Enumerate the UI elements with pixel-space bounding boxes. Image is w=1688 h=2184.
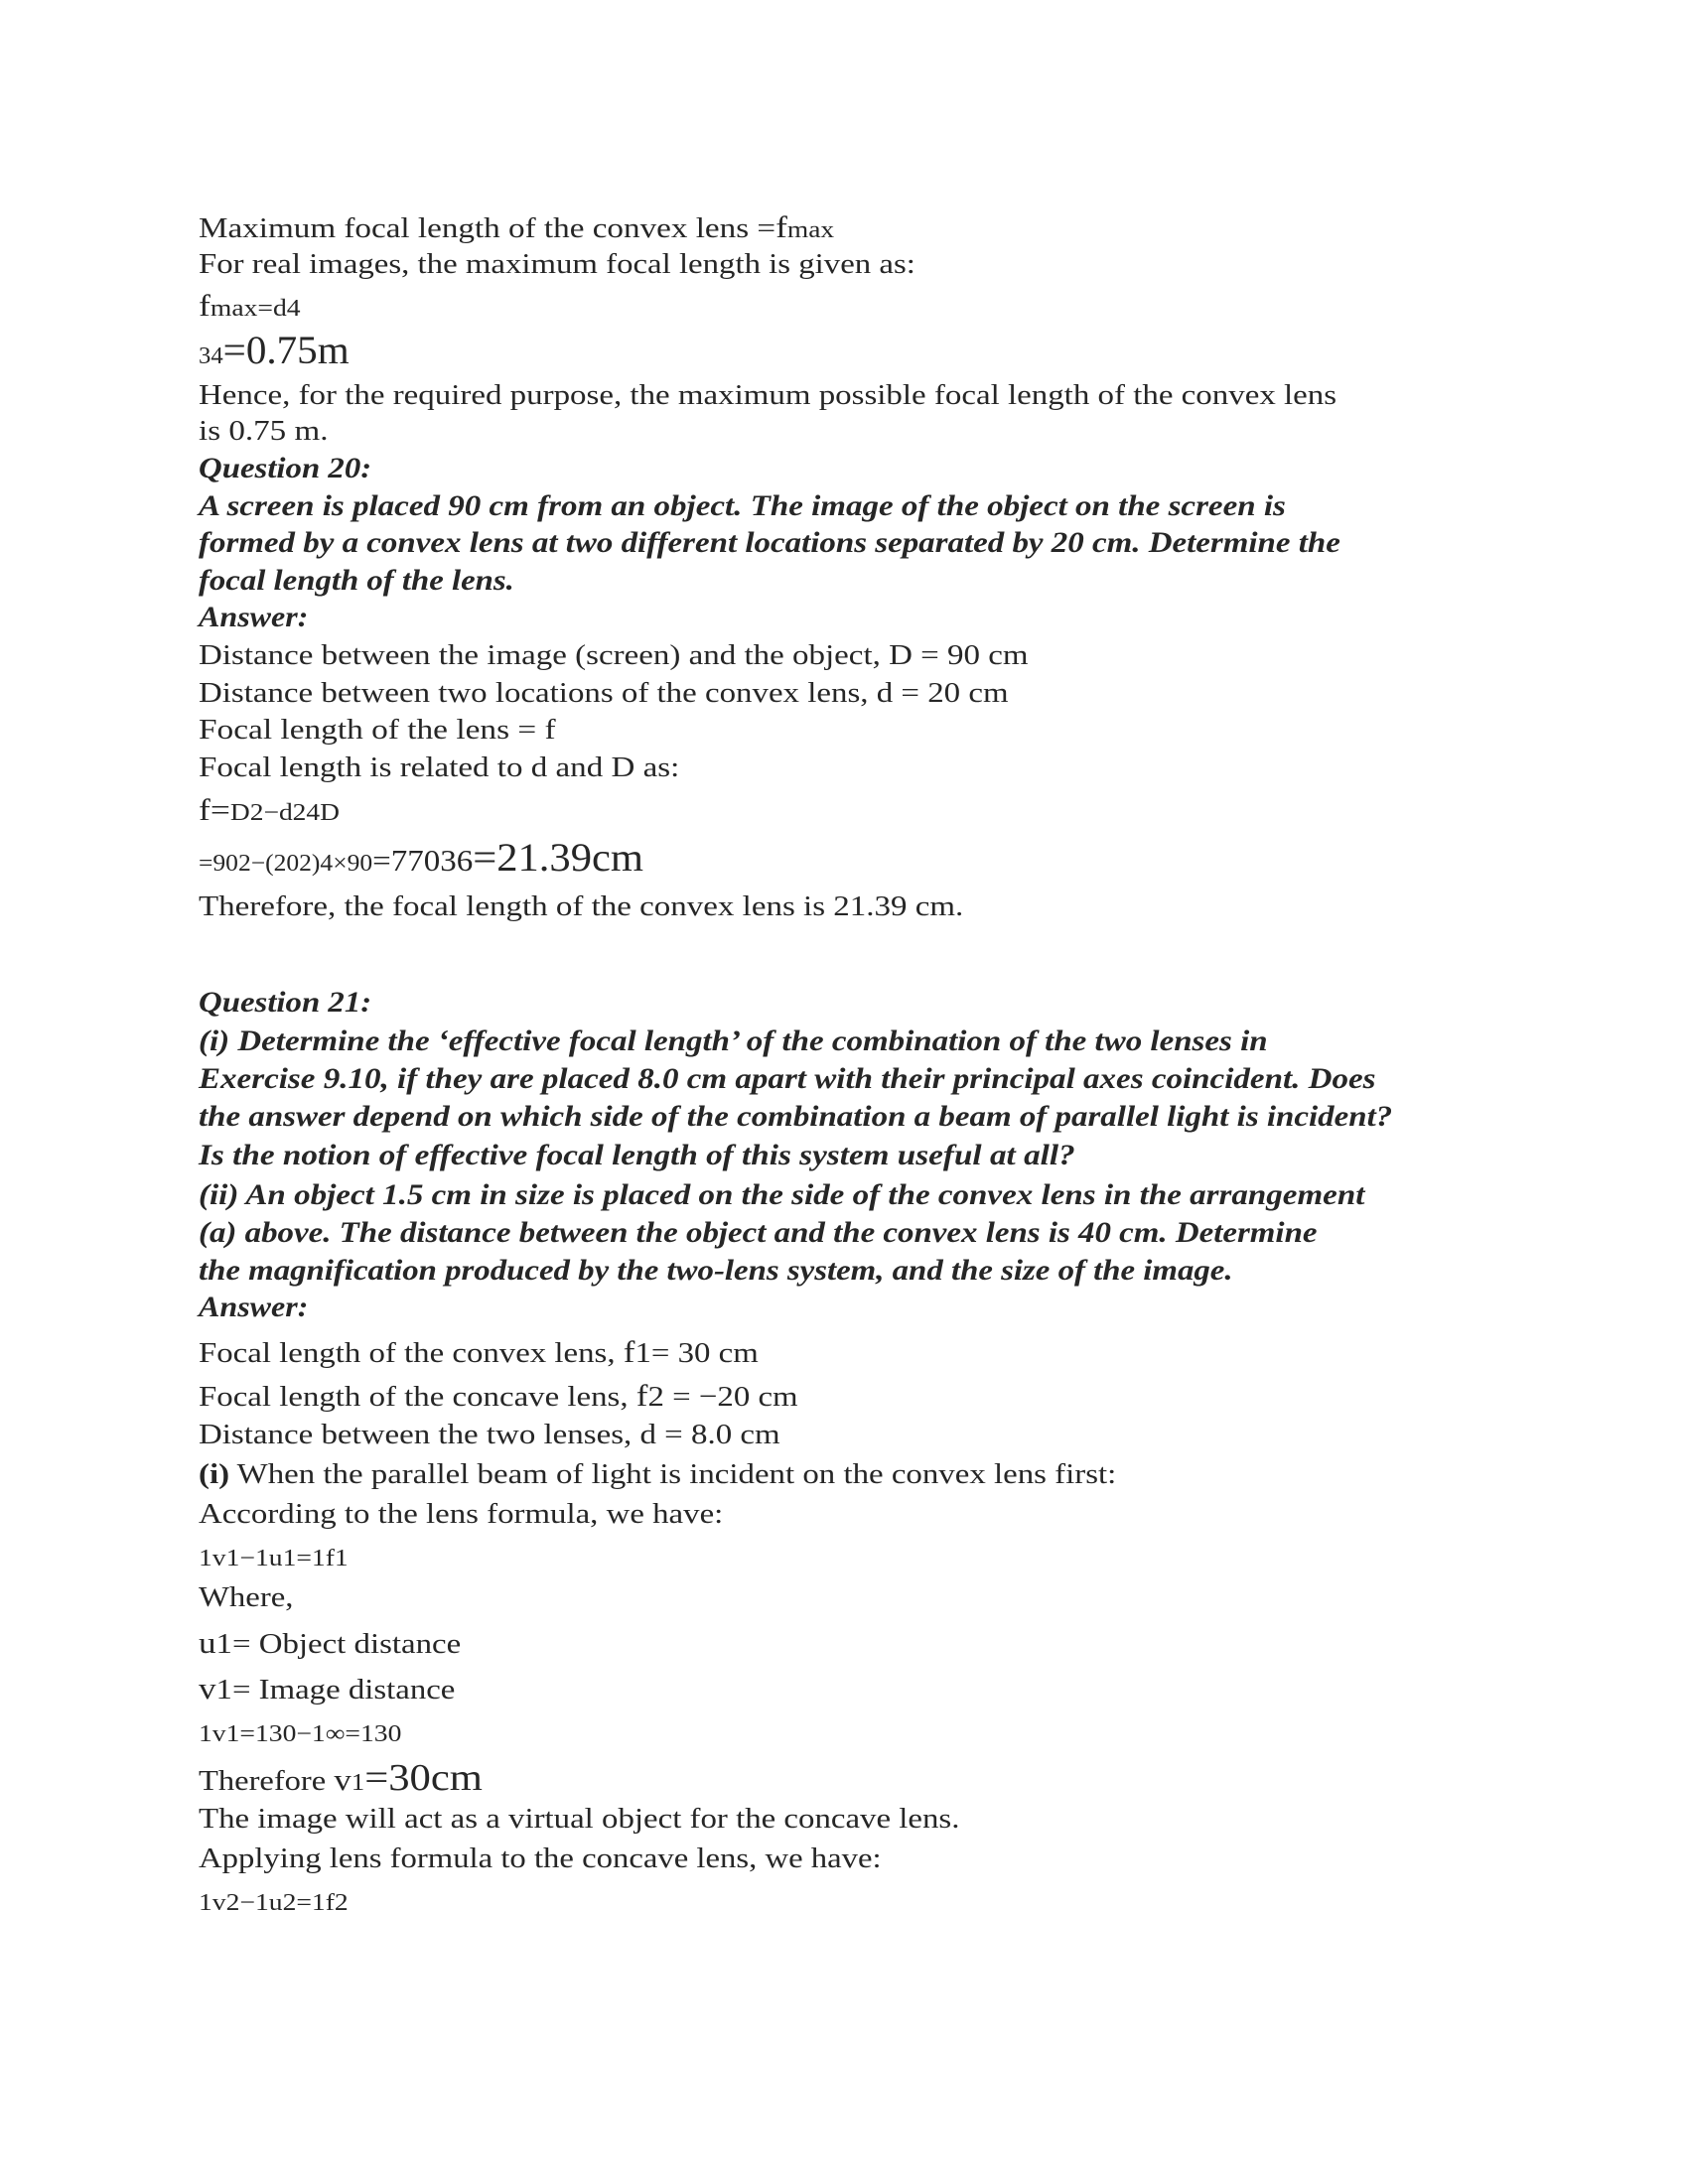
q20-given-line: Focal length is related to d and D as: [199,751,680,783]
q20-given-line: Distance between two locations of the convex lens, d = 20 cm [199,677,1009,709]
symbol-f: f [635,1378,648,1413]
q20-formula [199,794,340,826]
q21-lens-formula-2: 1v2−1u2=1f2 [199,1890,349,1916]
q21-question-line: (a) above. The distance between the object and the convex lens is 40 cm. Determine [199,1216,1318,1249]
q20-given-line: Focal length of the lens = f [199,714,556,746]
formula-rhs: D2−d24D [229,800,341,826]
symbol-v: v [334,1762,352,1797]
q21-virtual-object: The image will act as a virtual object for the concave lens. [199,1803,960,1835]
q21-question-line: the magnification produced by the two-lens system, and the size of the image. [199,1254,1233,1287]
q21-answer-label: Answer: [199,1291,309,1323]
q21-part-i-line [199,1460,1116,1489]
eq-small: 34 [199,343,223,369]
symbol-f: f [775,209,787,244]
prev-eq-fmax [199,290,301,322]
q21-lens-formula-intro: According to the lens formula, we have: [199,1498,724,1530]
text-rest: 1= Image distance [215,1674,456,1706]
subscript: max [786,217,835,243]
text: When the parallel beam of light is incident on the convex lens first: [229,1458,1117,1490]
subscript: 1 [351,1770,365,1796]
text: Focal length of the concave lens, [199,1381,636,1413]
prev-line-real-images: For real images, the maximum focal length is given as: [199,248,915,280]
q21-u1-definition [199,1627,461,1659]
q21-applying: Applying lens formula to the concave lens, we have: [199,1843,882,1874]
q20-answer-label: Answer: [199,601,309,633]
q20-question-line: formed by a convex lens at two different locations separated by 20 cm. Determine the [199,526,1340,559]
q21-distance-line: Distance between the two lenses, d = 8.0 cm [199,1419,780,1450]
q21-question-line: the answer depend on which side of the combination a beam of parallel light is incident? [199,1100,1393,1133]
q21-therefore-v1 [199,1759,483,1797]
q21-question-line: Exercise 9.10, if they are placed 8.0 cm apart with their principal axes coincident. Does [199,1062,1376,1095]
text: Therefore [199,1765,335,1797]
q21-calc-v1: 1v1=130−1∞=130 [199,1721,402,1747]
text-rest: 2 = −20 cm [647,1381,798,1413]
q21-question-line: Is the notion of effective focal length of this system useful at all? [199,1139,1075,1171]
prev-conclusion-2: is 0.75 m. [199,415,329,447]
calc-fraction: =77036 [372,843,474,878]
text-rest: 1= 30 cm [634,1337,759,1369]
part-label: (i) [199,1458,230,1490]
q21-lens-formula-1: 1v1−1u1=1f1 [199,1546,349,1571]
q21-where: Where, [199,1581,294,1613]
q20-calculation [199,835,644,880]
eq-rest: max=d4 [210,296,301,322]
q20-heading: Question 20: [199,452,372,484]
text: Focal length of the convex lens, [199,1337,624,1369]
q20-given-line: Distance between the image (screen) and the object, D = 90 cm [199,639,1029,671]
q21-question-line: (i) Determine the ‘effective focal length’ of the combination of the two lenses in [199,1024,1268,1057]
q20-conclusion: Therefore, the focal length of the convex lens is 21.39 cm. [199,890,964,922]
q21-v1-definition [199,1673,455,1705]
q20-question-line: focal length of the lens. [199,564,514,597]
text-rest: 1= Object distance [215,1628,462,1660]
prev-line-max-focal [199,211,834,243]
calc-expression: =902−(202)4×90 [199,851,373,877]
prev-eq-result [199,328,350,372]
q21-f1-line [199,1336,759,1368]
formula-lhs: f= [199,792,230,827]
result-value: =30cm [364,1757,483,1799]
symbol-f: f [623,1334,635,1369]
q21-question-line: (ii) An object 1.5 cm in size is placed on the side of the convex lens in the arrangement [199,1178,1365,1211]
text: Maximum focal length of the convex lens = [199,212,776,244]
prev-conclusion-1: Hence, for the required purpose, the maximum possible focal length of the convex lens [199,379,1337,411]
q21-heading: Question 21: [199,986,372,1019]
eq-result: =0.75m [222,328,350,372]
q21-f2-line [199,1380,798,1412]
symbol-v: v [199,1671,216,1706]
symbol-u: u [199,1625,216,1660]
q20-question-line: A screen is placed 90 cm from an object. The image of the object on the screen is [199,489,1286,522]
calc-result: =21.39cm [473,835,644,880]
symbol-f: f [199,288,211,323]
